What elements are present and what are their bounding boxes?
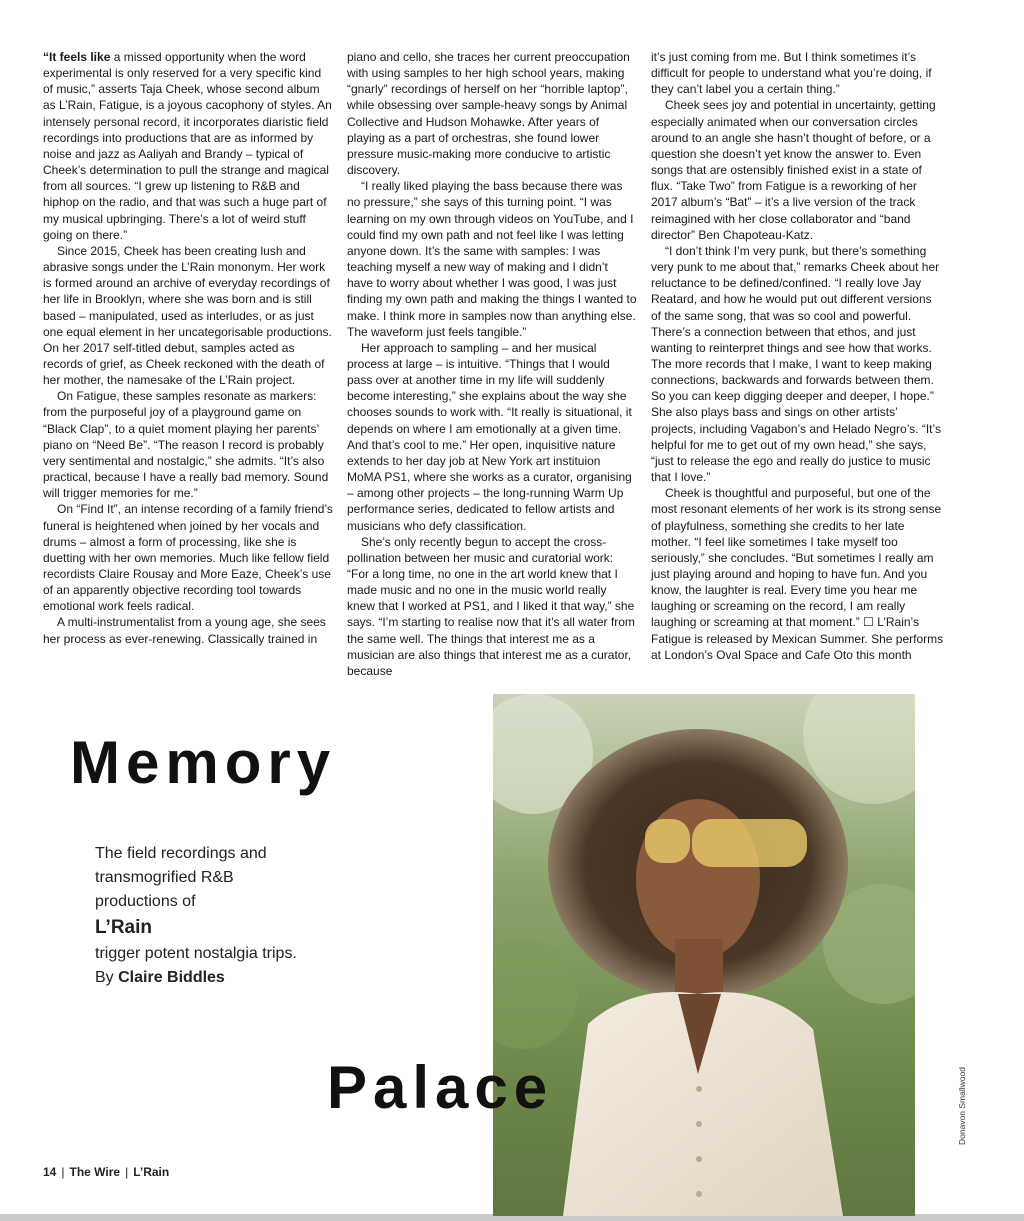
folio-section: L’Rain xyxy=(133,1165,170,1179)
article-paragraph: Cheek is thoughtful and purposeful, but one of the most resonant elements of her work is its strong sense of playfulness, something she credits to her late mother. “I feel like sometimes I take myself too seriously,” she concludes. “But sometimes I really am just playing around and hoping to have fun. And you know, the laughter is real. Every time you hear me laughing or screaming on the record, I am really laughing or screaming at that moment.” ☐ L’Rain’s Fatigue is released by Mexican Summer. She performs at London’s Oval Space and Cafe Oto this month xyxy=(651,486,944,662)
article-lead-in: “It feels like xyxy=(43,50,111,64)
article-paragraph: “I really liked playing the bass because there was no pressure,” she says of this turning point. “I was learning on my own through videos on YouTube, and I could find my own path and not feel like I was letting anyone down. It’s the same with samples: I was teaching myself a new way of making and I didn’t have to worry about whether I was good, I was just finding my own path and making the things I wanted to make. I think more in samples now than anything else. The waveform just feels tangible.” xyxy=(347,179,637,339)
standfirst-line1: The field recordings and transmogrified R&B productions of xyxy=(95,845,267,910)
article-column-1 xyxy=(43,49,334,647)
article-paragraph: On Fatigue, these samples resonate as markers: from the purposeful joy of a playground game on “Black Clap”, to a quiet moment playing her parents’ piano on “Need Be”. “The reason I record is probably very sentimental and nostalgic,” she admits. “It’s also practical, because I have a really bad memory. Sound will trigger memories for me.” xyxy=(43,389,329,501)
article-text: a missed opportunity when the word experimental is only reserved for a very specific kind of music,” asserts Taja Cheek, whose second album as L’Rain, Fatigue, is a joyous cacophony of styles. An intensely personal record, it incorporates diaristic field recordings into productions that are as informed by noise and jazz as Aaliyah and Brandy – typical of Cheek’s determination to pull the strange and magical from all sources. “I grew up listening to R&B and hiphop on the radio, and that was such a huge part of my musical upbringing. There’s a lot of weird stuff going on there.” xyxy=(43,50,332,242)
article-paragraph: On “Find It”, an intense recording of a family friend’s funeral is heightened when joined by her vocals and drums – almost a form of processing, like she is duetting with her own memories. Much like fellow field recordists Claire Rousay and More Eaze, Cheek’s use of an apparently objective recording tool towards emotional work feels radical. xyxy=(43,502,333,614)
article-paragraph: A multi-instrumentalist from a young age, she sees her process as ever-renewing. Classically trained in xyxy=(43,615,326,646)
article-paragraph: “I don’t think I’m very punk, but there’s something very punk to me about that,” remarks Cheek about her reluctance to be defined/confined. “I really love Jay Reatard, and how he would put out different versions of the same song, that was so cool and powerful. There’s a connection between that ethos, and just wanting to reinterpret things and see how that works. The more records that I make, I want to keep making connections, backwards and forwards between them. So you can keep digging deeper and deeper, I hope.” She also plays bass and sings on other artists’ projects, including Vagabon’s and Helado Negro’s. “It’s helpful for me to get out of my own head,” she says, “just to release the ego and really do justice to music that I love.” xyxy=(651,243,941,485)
article-column-2 xyxy=(347,49,637,679)
article-paragraph: Since 2015, Cheek has been creating lush and abrasive songs under the L’Rain mononym. Her work is formed around an archive of everyday recordings of her life in Brooklyn, where she was born and is still based – manipulated, used as interludes, or as just one equal element in her uncategorisable productions. On her 2017 self-titled debut, samples acted as records of grief, as Cheek reckoned with the death of her mother, the namesake of the L’Rain project. xyxy=(43,243,332,388)
article-paragraph: piano and cello, she traces her current preoccupation with using samples to her high school years, making “gnarly” recordings of herself on her “horrible laptop”, while obsessing over sample-heavy songs by Animal Collective and Hudson Mohawke. After years of playing as a part of orchestras, she found lower pressure music-making more conducive to artistic discovery. xyxy=(347,50,630,178)
article-paragraph: Cheek sees joy and potential in uncertainty, getting especially animated when our conversation circles around to an angle she hasn’t thought of before, or a question she doesn’t yet know the answer to. Even songs that are ostensibly finished exist in a state of flux. “Take Two” from Fatigue is a reworking of her 2017 album’s “Bat” – it’s a live version of the track reimagined with her close collaborator and “band director” Ben Chapoteau-Katz. xyxy=(651,98,936,242)
article-paragraph xyxy=(43,49,334,243)
headline-word-memory: Memory xyxy=(70,729,337,796)
photo-credit: Donavon Smallwood xyxy=(957,1067,967,1145)
article-paragraph: Her approach to sampling – and her musical process at large – is intuitive. “Things that I would pass over at another time in my life will suddenly become interesting,” she explains about the way she chooses sounds to work with. “It really is situational, it depends on where I am emotionally at a given time. And that’s cool to me.” Her open, inquisitive nature extends to her day job at New York art instituion MoMA PS1, where she works as a curator, organising – among other projects – the long-running Warm Up performance series, dedicated to fellow artists and musicians who defy classification. xyxy=(347,340,632,533)
article-column-3 xyxy=(651,49,944,663)
standfirst xyxy=(95,842,315,990)
artist-portrait-photo xyxy=(493,694,915,1216)
article-paragraph: it’s just coming from me. But I think sometimes it’s difficult for people to understand what you’re doing, if they can’t label you a certain thing.” xyxy=(651,50,932,97)
standfirst-author: Claire Biddles xyxy=(118,969,225,986)
folio: 14 | The Wire | L’Rain xyxy=(43,1165,170,1179)
folio-magazine: The Wire xyxy=(69,1165,121,1179)
standfirst-line2: trigger potent nostalgia trips. By xyxy=(95,945,297,986)
standfirst-artist: L’Rain xyxy=(95,917,153,938)
article-paragraph: She’s only recently begun to accept the cross-pollination between her music and curatorial work: “For a long time, no one in the art world knew that I made music and no one in the music world really knew that I worked at PS1, and I liked it that way,” she says. “I’m starting to realise now that it’s all water from the same well. The things that interest me as a musician are also things that interest me as a curator, because xyxy=(347,534,635,678)
folio-page-number: 14 xyxy=(43,1165,57,1179)
headline-word-palace: Palace xyxy=(327,1054,554,1121)
